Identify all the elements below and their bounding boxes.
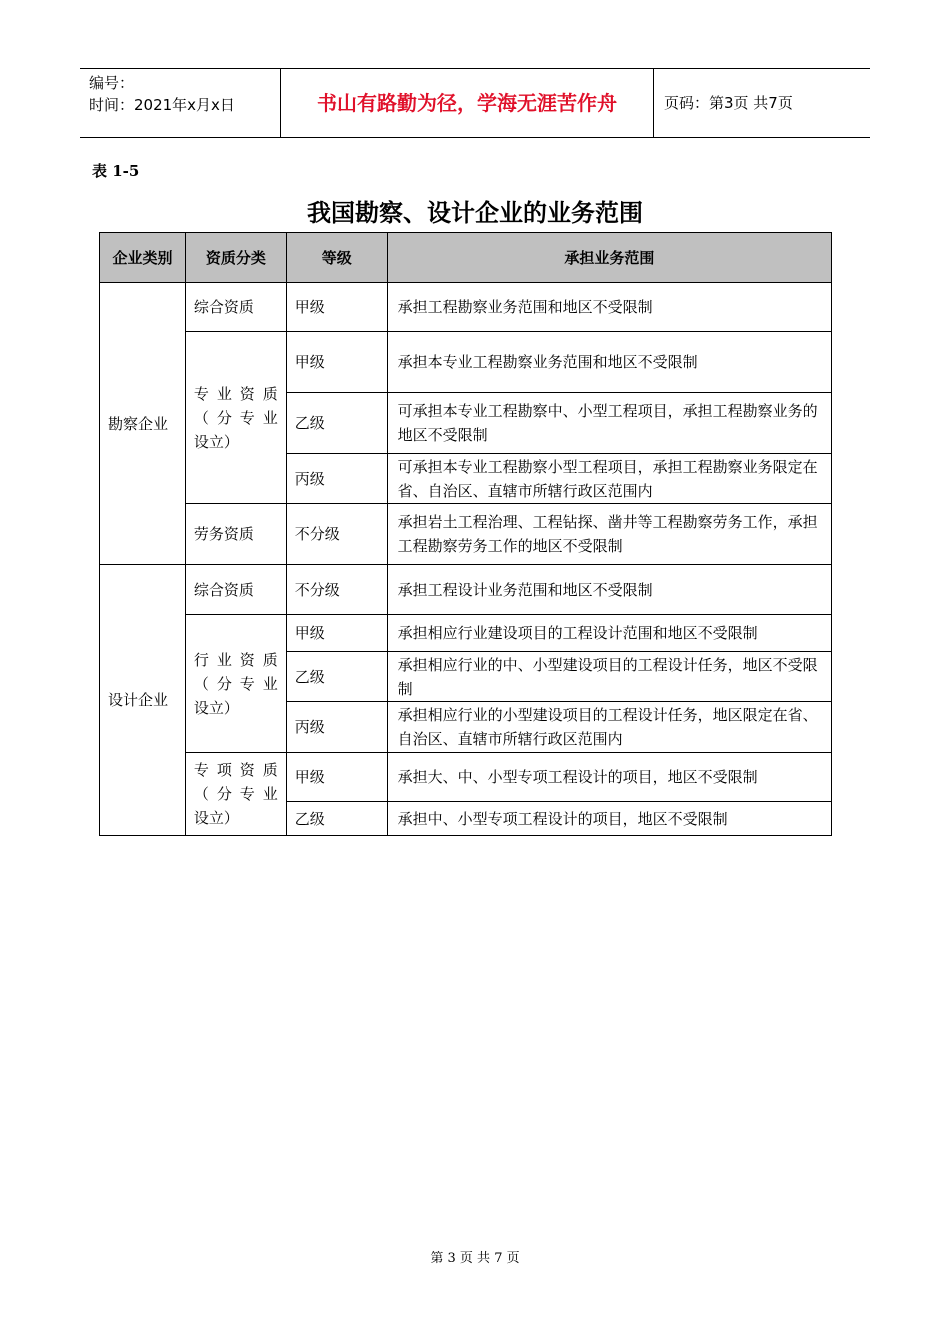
table-row: [100, 565, 832, 615]
header-page-label: 页码：第3页 共7页: [664, 94, 793, 112]
table-row: [100, 753, 832, 802]
qualification-line: （ 分 专 业: [193, 674, 278, 693]
scope-cell: 承担中、小型专项工程设计的项目，地区不受限制: [387, 802, 831, 836]
qualification-line: 专 项 资 质: [193, 761, 278, 779]
table-row: [100, 504, 832, 565]
qualification-line: （ 分 专 业: [193, 408, 278, 427]
table-number: 表 1-5: [92, 162, 140, 180]
header-qualification: 资质分类: [185, 233, 286, 283]
category-cell: 勘察企业: [100, 283, 186, 565]
time-label: 时间：2021年x月x日: [89, 96, 235, 114]
page-title: 我国勘察、设计企业的业务范围: [307, 199, 643, 227]
table-header-row: [100, 233, 832, 283]
grade-cell: 丙级: [286, 702, 387, 753]
qualification-cell: 综合资质: [185, 283, 286, 332]
grade-cell: 丙级: [286, 454, 387, 504]
table-row: [100, 283, 832, 332]
table-row: [100, 332, 832, 393]
qualification-line: 行 业 资 质: [193, 650, 278, 669]
category-cell: 设计企业: [100, 565, 186, 836]
qualification-line: 设立）: [193, 809, 239, 827]
grade-cell: 不分级: [286, 565, 387, 615]
scope-cell: 可承担本专业工程勘察小型工程项目，承担工程勘察业务限定在省、自治区、直辖市所辖行政区范围内: [387, 454, 831, 504]
scope-cell: 承担工程勘察业务范围和地区不受限制: [387, 283, 831, 332]
qualification-cell: 综合资质: [185, 565, 286, 615]
header-meta: [80, 69, 281, 137]
scope-cell: 承担相应行业建设项目的工程设计范围和地区不受限制: [387, 615, 831, 652]
scope-cell: 承担工程设计业务范围和地区不受限制: [387, 565, 831, 615]
scope-cell: 承担相应行业的中、小型建设项目的工程设计任务，地区不受限制: [387, 652, 831, 702]
page-header: [80, 68, 870, 138]
qualification-cell: 劳务资质: [185, 504, 286, 565]
grade-cell: 乙级: [286, 393, 387, 454]
scope-cell: 承担大、中、小型专项工程设计的项目，地区不受限制: [387, 753, 831, 802]
qualification-line: 设立）: [193, 432, 239, 451]
grade-cell: 甲级: [286, 332, 387, 393]
header-grade: 等级: [286, 233, 387, 283]
scope-cell: 承担相应行业的小型建设项目的工程设计任务，地区限定在省、自治区、直辖市所辖行政区范围内: [387, 702, 831, 753]
scope-cell: 承担岩土工程治理、工程钻探、凿井等工程勘察劳务工作，承担工程勘察劳务工作的地区不受限制: [387, 504, 831, 565]
qualification-line: （ 分 专 业: [193, 785, 278, 803]
page-footer: 第 3 页 共 7 页: [430, 1251, 520, 1266]
grade-cell: 甲级: [286, 615, 387, 652]
header-motto: 书山有路勤为径，学海无涯苦作舟: [281, 69, 654, 137]
scope-cell: 承担本专业工程勘察业务范围和地区不受限制: [387, 332, 831, 393]
qualification-cell: [185, 753, 286, 836]
table-row: [100, 615, 832, 652]
header-scope: 承担业务范围: [387, 233, 831, 283]
grade-cell: 甲级: [286, 283, 387, 332]
qualification-line: 设立）: [193, 698, 239, 717]
grade-cell: 乙级: [286, 652, 387, 702]
qualification-cell: [185, 615, 286, 753]
qualification-cell: [185, 332, 286, 504]
scope-table: [99, 232, 832, 836]
number-label: 编号：: [89, 74, 135, 92]
scope-cell: 可承担本专业工程勘察中、小型工程项目，承担工程勘察业务的地区不受限制: [387, 393, 831, 454]
grade-cell: 不分级: [286, 504, 387, 565]
qualification-line: 专 业 资 质: [193, 384, 278, 403]
grade-cell: 乙级: [286, 802, 387, 836]
header-category: 企业类别: [100, 233, 186, 283]
grade-cell: 甲级: [286, 753, 387, 802]
